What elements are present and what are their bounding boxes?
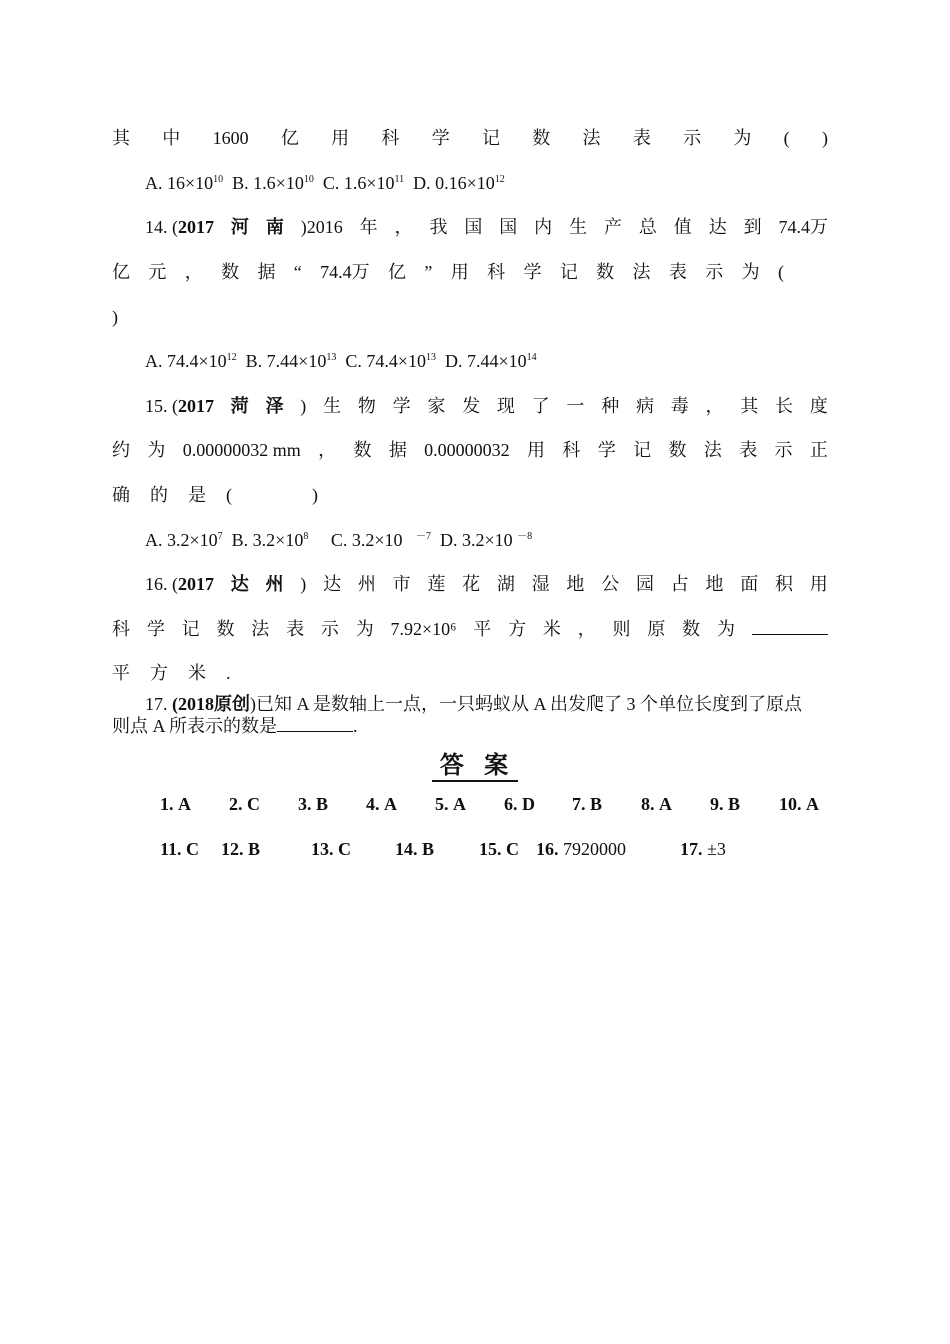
option-c: C. $1.6\times 10^{11}$ [322,173,405,193]
text-char: 家 [427,396,446,416]
text-char: 其 [740,396,759,416]
option-d: D. 3.2×10 $^{-8}$ [440,530,533,550]
q13-stem-line [112,125,828,151]
text-char: 方 [150,663,168,683]
q16-number-source: 16. (2017 [145,574,214,594]
text-char: 达 [708,217,727,237]
text-char: 表 [632,128,651,148]
text-char: ， [577,619,596,639]
answer-item [641,791,672,817]
text-char: 数 [668,440,687,460]
text-char: 湿 [531,574,550,594]
text-char: 74.4万 [320,262,370,282]
text-char: 记 [633,440,652,460]
answer-item [298,791,328,817]
answer-item [779,791,819,817]
text-char: 其 [112,128,130,148]
text-char: “ [293,262,302,282]
option-b: B. $7.44\times 10^{13}$ [245,351,337,371]
text-char: 种 [601,396,620,416]
answer-item [536,836,626,862]
text-char: 生 [569,217,588,237]
text-char: 米 [542,619,561,639]
q17-stem-line-2: 则点 A 所表示的数是 . [112,716,358,736]
text-char: 达 [323,574,342,594]
q14-source-place-2: 南 [265,217,284,237]
text-char: 示 [683,128,702,148]
text-char: 公 [601,574,620,594]
answer-item [160,791,191,817]
text-char: 科 [381,128,400,148]
text-char: 发 [462,396,481,416]
text-char: 毒 [670,396,689,416]
q15-stem-line-1 [145,393,828,419]
text-char: 1600 [212,128,249,148]
answer-blank [752,618,828,635]
text-char: 科 [562,440,581,460]
option-d: D. $7.44\times 10^{14}$ [445,351,537,371]
answer-number: 3. [298,794,312,814]
text-char: 的 [150,485,168,505]
answer-value: A [384,794,397,814]
text-char: 花 [462,574,481,594]
text-char: 物 [357,396,376,416]
text-char: 学 [392,396,411,416]
text-char: 记 [481,128,500,148]
text-char: 表 [286,619,305,639]
answer-item [160,836,199,862]
answer-number: 17. [680,839,703,859]
answer-number: 7. [572,794,586,814]
text-char: 占 [670,574,689,594]
answer-value: C [247,794,260,814]
answer-value: ±3 [707,839,726,859]
text-char: 据 [257,262,276,282]
q14-source-place-1: 河 [230,217,249,237]
option-a: A. $74.4\times 10^{12}$ [145,351,237,371]
answer-value: B [590,794,603,814]
text-char: 市 [392,574,411,594]
option-a: A. $3.2\times 10^7$ [145,530,223,550]
answer-item [504,791,535,817]
answer-value: B [248,839,261,859]
text-char: 学 [146,619,165,639]
text-char: 为 [355,619,374,639]
text-char: 法 [632,262,651,282]
text-char: 记 [559,262,578,282]
answer-value: C [506,839,519,859]
answer-number: 9. [710,794,724,814]
text-char: 年 [359,217,378,237]
answer-value: D [522,794,535,814]
q14-stem-line-1 [145,214,828,240]
answer-value: C [338,839,351,859]
text-char: 亿 [280,128,299,148]
text-char: 内 [534,217,553,237]
text-char: 0.00000032 [424,440,510,460]
text-char: 地 [566,574,585,594]
answer-value: C [186,839,200,859]
text-char: 中 [162,128,181,148]
text-char: 为 [147,440,166,460]
text-char: 用 [527,440,546,460]
text-char: 国 [499,217,518,237]
text-char: 正 [809,440,828,460]
answer-number: 14. [395,839,418,859]
q16-source-place-2: 州 [265,574,284,594]
text-char: 为 [741,262,760,282]
text-char: 我 [429,217,448,237]
q15-number-source: 15. (2017 [145,396,214,416]
option-d: D. $0.16\times 10^{12}$ [413,173,505,193]
answer-number: 15. [479,839,502,859]
text-char: 方 [508,619,527,639]
text-char: 为 [716,619,735,639]
text-char: 长 [775,396,794,416]
text-char: 数 [216,619,235,639]
text-char: 记 [181,619,200,639]
text-char: 示 [320,619,339,639]
answer-value: B [316,794,329,814]
text-char: 表 [668,262,687,282]
text-char: 生 [323,396,342,416]
text-char: 数 [532,128,551,148]
text-char: 了 [531,396,550,416]
answer-value: A [178,794,191,814]
q16-stem-line-1 [145,571,828,597]
text-char: 平 [112,663,130,683]
text-char: 表 [739,440,758,460]
answer-value: 7920000 [563,839,626,859]
q15-stem-line-3 [112,482,828,508]
q14-options [145,348,828,374]
text-char: 确 [112,485,130,505]
text-char: . [226,663,231,683]
q13-options [145,170,828,196]
text-char: 0.00000032 mm [182,440,301,460]
text-char: 法 [582,128,601,148]
text-char: ， [184,262,203,282]
text-char: 据 [388,440,407,460]
text-char: 国 [464,217,483,237]
answer-item [435,791,466,817]
text-char: ， [705,396,724,416]
answer-number: 8. [641,794,655,814]
answer-number: 11. [160,839,182,859]
text-char: 一 [566,396,585,416]
text-char: 7.92×10⁶ [390,619,457,639]
text-char: 科 [112,619,130,639]
q14-stem-line-3: ) [112,307,118,327]
text-char: 积 [775,574,794,594]
answer-item [229,791,260,817]
text-char: 数 [221,262,240,282]
text-char: 74.4万 [778,217,828,237]
answer-item [395,836,434,862]
text-char: 亿 [112,262,130,282]
answer-item [572,791,602,817]
answer-number: 2. [229,794,243,814]
q16-source-place-1: 达 [230,574,249,594]
q15-source-place-2: 泽 [265,396,284,416]
answer-number: 12. [221,839,244,859]
text-char: 数 [596,262,615,282]
text-char: ( [783,128,790,148]
text-char: 用 [809,574,828,594]
text-char: 数 [353,440,372,460]
answer-blank [277,715,353,732]
answer-number: 4. [366,794,380,814]
text-char: 原 [647,619,666,639]
text-char: 示 [774,440,793,460]
answer-number: 6. [504,794,518,814]
text-char: 法 [251,619,270,639]
text-char: 学 [431,128,450,148]
text-char: 产 [603,217,622,237]
text-char: 约 [112,440,130,460]
text-char: 科 [487,262,506,282]
text-char: 总 [638,217,657,237]
answer-number: 16. [536,839,559,859]
text-char: 湖 [496,574,515,594]
answer-item [680,836,726,862]
text-char: 平 [473,619,492,639]
text-char: ) [312,485,318,505]
text-char: 学 [597,440,616,460]
text-char: 园 [635,574,654,594]
text-char: 学 [523,262,542,282]
answer-number: 1. [160,794,174,814]
text-char: ( [226,485,232,505]
text-char: 示 [705,262,724,282]
answer-item [221,836,260,862]
answer-number: 13. [311,839,334,859]
text-char: 度 [809,396,828,416]
q17-stem-line-1: 17. (2018原创)已知 A 是数轴上一点，一只蚂蚁从 A 出发爬了 3 个单位长度到了原点 [145,694,803,714]
answer-item [366,791,397,817]
answer-number: 10. [779,794,802,814]
option-c: C. 3.2×10 $^{-7}$ [330,530,431,550]
answer-value: A [453,794,466,814]
text-char: 到 [743,217,762,237]
answers-title: 答 案 [0,745,950,780]
q14-stem-line-2 [112,259,784,285]
text-char: 用 [331,128,350,148]
text-char: 用 [450,262,469,282]
q16-stem-line-2 [112,616,828,642]
text-char: 现 [496,396,515,416]
text-char: ) [300,574,307,594]
text-char: 面 [740,574,759,594]
text-char: 亿 [388,262,407,282]
answer-value: A [659,794,672,814]
answers-row-1 [0,791,950,817]
q14-number-source: 14. (2017 [145,217,214,237]
q15-stem-line-2 [112,437,828,463]
text-char: 州 [357,574,376,594]
option-b: B. $1.6\times 10^{10}$ [232,173,314,193]
text-char: 为 [733,128,752,148]
text-char: )2016 [300,217,343,237]
text-char: ， [318,440,337,460]
answer-value: B [422,839,435,859]
text-char: 值 [673,217,692,237]
answer-value: A [806,794,819,814]
text-char: ) [821,128,828,148]
text-char: 地 [705,574,724,594]
text-char: ( [777,262,784,282]
q16-stem-line-3 [112,660,828,686]
answers-row-2 [0,836,950,862]
option-a: A. $16\times 10^{10}$ [145,173,224,193]
text-char: 元 [148,262,167,282]
answer-item [479,836,519,862]
text-char: ” [424,262,433,282]
answer-number: 5. [435,794,449,814]
text-char: 病 [635,396,654,416]
answer-value: B [728,794,741,814]
text-char: 法 [703,440,722,460]
q15-source-place-1: 菏 [230,396,249,416]
text-char: ， [394,217,413,237]
answer-item [710,791,740,817]
option-b: B. $3.2\times 10^8$ [231,530,309,550]
text-char: 数 [682,619,701,639]
text-char: 则 [612,619,631,639]
answer-item [311,836,351,862]
option-c: C. $74.4\times 10^{13}$ [345,351,436,371]
text-char: 是 [188,485,206,505]
text-char: 莲 [427,574,446,594]
text-char: ) [300,396,307,416]
text-char: 米 [188,663,206,683]
q15-options [145,527,828,553]
